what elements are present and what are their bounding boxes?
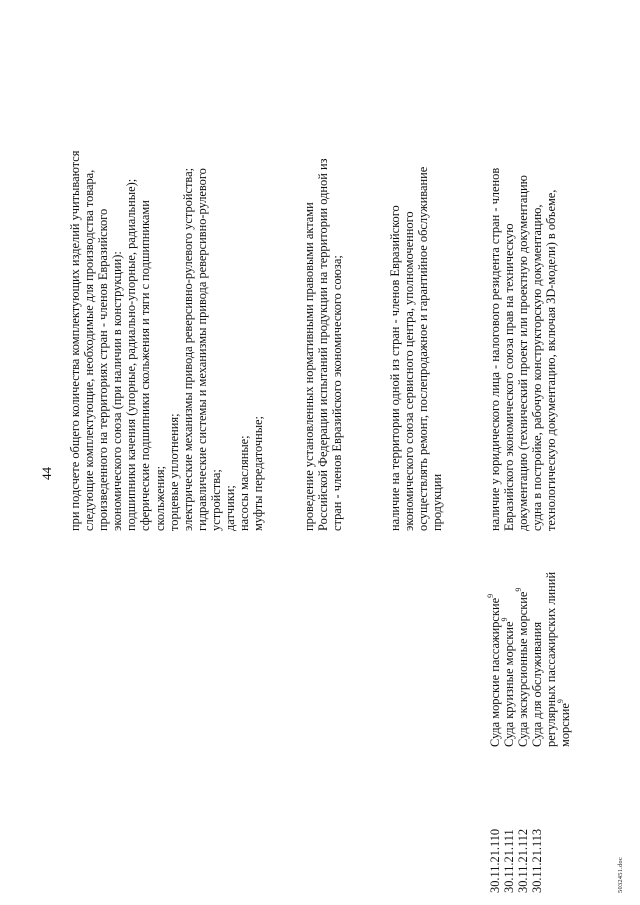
text-line: торцевые уплотнения;: [166, 413, 181, 531]
text-line: наличие на территории одной из стран - членов Евразийского: [388, 205, 402, 531]
text-line: следующие комплектующие, необходимые для производства товара,: [82, 169, 97, 531]
product-name: [488, 537, 502, 747]
text-line: осуществлять ремонт, послепродажное и гарантийное обслуживание: [416, 166, 431, 531]
product-name-text: Суда для обслуживания: [530, 621, 545, 747]
text-line: датчики;: [223, 485, 238, 531]
text-line: Евразийского экономического союза прав на техническую: [502, 223, 517, 531]
text-line: сферические подшипники скольжения и тяги с подшипниками: [138, 200, 153, 531]
page-number: 44: [39, 467, 54, 480]
text-line: наличие у юридического лица - налогового резидента стран - членов: [488, 167, 502, 531]
text-line: при подсчете общего количества комплектующих изделий учитываются: [68, 150, 82, 531]
components-requirement: [68, 11, 265, 531]
product-name: [530, 537, 572, 747]
product-name-text: морские: [558, 703, 573, 747]
text-line: экономического союза (при наличии в конструкции):: [110, 251, 125, 531]
text-line: судна в постройке, рабочую конструкторскую документацию,: [530, 204, 545, 531]
testing-requirement: [302, 11, 344, 531]
product-name: [516, 537, 530, 747]
product-code: 30.11.21.110: [488, 828, 502, 893]
text-line: скольжения;: [152, 465, 167, 531]
text-line: произведенного на территориях стран - членов Евразийского: [96, 208, 111, 531]
service-center-requirement: [388, 11, 444, 531]
product-name-text: Суда морские пассажирские: [488, 597, 502, 747]
document-file-id: 5032451.doc: [617, 857, 624, 893]
text-line: экономического союза сервисного центра, уполномоченного: [402, 211, 417, 531]
product-code: 30.11.21.113: [530, 828, 545, 893]
product-name-text: Суда круизные морские: [502, 621, 517, 747]
text-line: насосы масляные;: [237, 435, 252, 531]
text-line: документацию (технический проект или проектную документацию: [516, 175, 531, 531]
text-line: проведение установленных нормативными правовыми актами: [302, 202, 316, 531]
footnote-ref: 9: [556, 699, 566, 704]
text-line: гидравлические системы и механизмы привода реверсивно-рулевого: [194, 168, 209, 531]
product-name-text: регулярных пассажирских линий: [544, 571, 559, 747]
footnote-ref: 9: [514, 587, 524, 592]
product-name-text: Суда экскурсионные морские: [516, 591, 531, 747]
documentation-rights-requirement: [488, 11, 558, 531]
product-code: 30.11.21.112: [516, 828, 531, 893]
product-names-column: [488, 537, 573, 747]
text-line: Российской Федерации испытаний продукции на территории одной из: [316, 158, 331, 531]
product-codes-column: [488, 763, 544, 893]
footnote-ref: 9: [486, 593, 495, 598]
text-line: стран - членов Евразийского экономического союза;: [330, 255, 345, 531]
text-line: электрические механизмы привода реверсивно-рулевого устройства;: [180, 167, 195, 531]
text-line: устройства;: [208, 469, 223, 531]
product-code: 30.11.21.111: [502, 829, 517, 893]
footnote-ref: 9: [500, 617, 510, 622]
text-line: муфты передаточные;: [251, 416, 266, 531]
product-name: [502, 537, 516, 747]
text-line: продукции: [430, 473, 445, 531]
text-line: технологическую документацию, включая 3D-модели) в объеме,: [544, 189, 559, 531]
text-line: подшипники качения (упорные, радиально-упорные, радиальные);: [124, 178, 139, 531]
